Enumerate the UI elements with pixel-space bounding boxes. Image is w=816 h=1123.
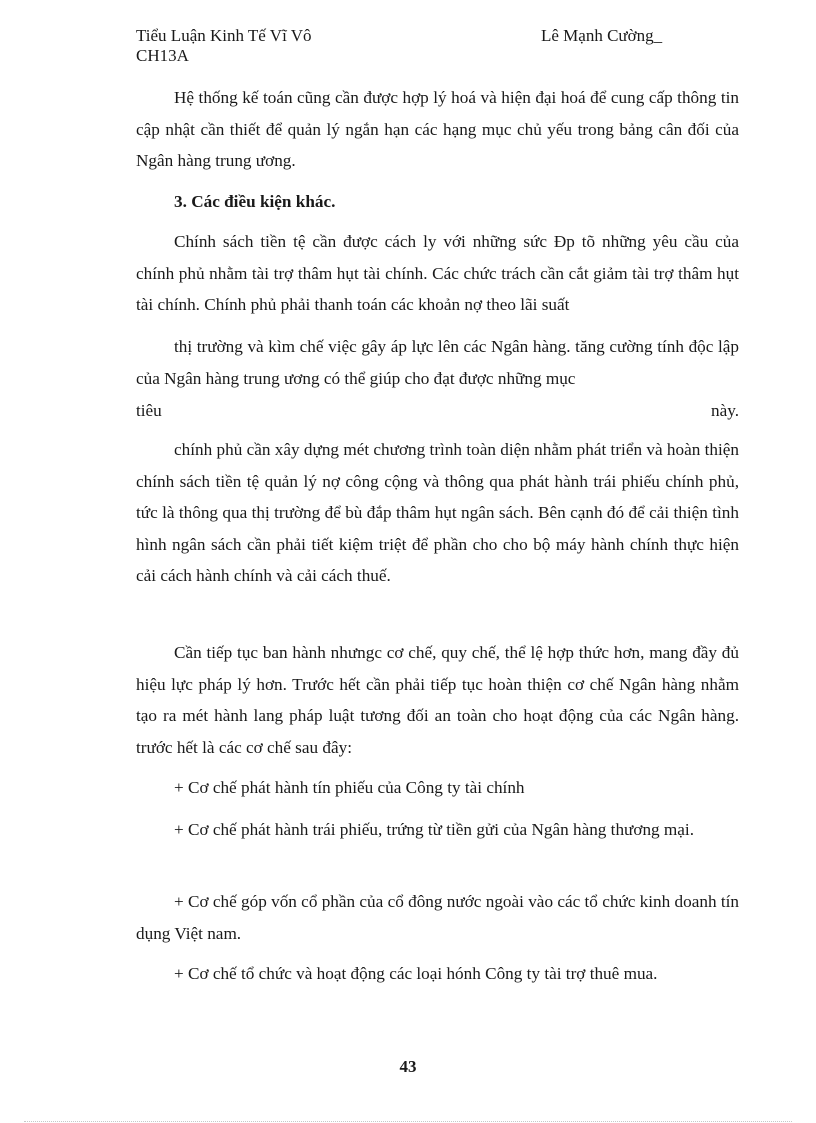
header-author: Lê Mạnh Cường_ [541,26,663,45]
header-class: CH13A [136,46,189,65]
section-heading-block [136,191,739,213]
paragraph-1: Hệ thống kế toán cũng cần được hợp lý hoá và hiện đại hoá để cung cấp thông tin cập nhật cần thiết để quản lý ngắn hạn các hạng mục chủ yếu trong bảng cân đối của Ngân hàng trung ương. [136,88,739,170]
list-item: + Cơ chế phát hành trái phiếu, trứng từ tiền gửi của Ngân hàng thương mại. [174,820,695,839]
list-item: + Cơ chế góp vốn cổ phần của cổ đông nước ngoài vào các tổ chức kinh doanh tín dụng Việt nam. [136,892,739,943]
paragraph-2-block [136,226,739,321]
header-left [136,26,312,66]
paragraph-3-block [136,331,739,394]
paragraph-5-block [136,637,739,763]
list-item-4-block [136,958,739,990]
list-item: + Cơ chế tổ chức và hoạt động các loại hónh Công ty tài trợ thuê mua. [174,964,658,983]
list-item-2-block [136,814,739,846]
list-item-3-block [136,886,739,949]
paragraph-3-tail-left: tiêu [136,401,162,420]
paragraph-1-block [136,82,739,177]
list-item: + Cơ chế phát hành tín phiếu của Công ty tài chính [174,778,525,797]
paragraph-5: Cần tiếp tục ban hành nhưngc cơ chế, quy chế, thể lệ hợp thức hơn, mang đầy đủ hiệu lực pháp lý hơn. Trước hết cần phải tiếp tục hoàn thiện cơ chế Ngân hàng nhằm tạo ra mét hành lang pháp luật tương đối an toàn cho hoạt động của các Ngân hàng. trước hết là các cơ chế sau đây: [136,643,739,757]
paragraph-3-tail-right: này. [711,401,739,420]
page-number: 43 [399,1057,417,1076]
paragraph-4-block [136,434,739,592]
paragraph-3: thị trường và kìm chế việc gây áp lực lên các Ngân hàng. tăng cường tính độc lập của Ngân hàng trung ương có thể giúp cho đạt được những mục [136,337,739,388]
paragraph-4: chính phủ cần xây dựng mét chương trình toàn diện nhằm phát triển và hoàn thiện chính sách tiền tệ quản lý nợ công cộng và thông qua phát hành trái phiếu chính phủ, tức là thông qua thị trường để bù đắp thâm hụt ngân sách. Bên cạnh đó để cải thiện tình hình ngân sách cần phải tiết kiệm triệt để phần cho cho bộ máy hành chính thực hiện cải cách hành chính và cải cách thuế. [136,440,739,585]
paragraph-2: Chính sách tiền tệ cần được cách ly với những sức Đp tõ những yêu cầu của chính phủ nhằm tài trợ thâm hụt tài chính. Các chức trách cần cắt giảm tài trợ thâm hụt tài chính. Chính phủ phải thanh toán các khoản nợ theo lãi suất [136,232,739,314]
paragraph-3-tail [136,400,739,422]
list-item-1-block [136,772,739,804]
header-title: Tiểu Luận Kinh Tế Vĩ Vô [136,26,312,45]
section-heading: 3. Các điều kiện khác. [174,192,336,211]
page-bottom-divider [24,1121,792,1122]
